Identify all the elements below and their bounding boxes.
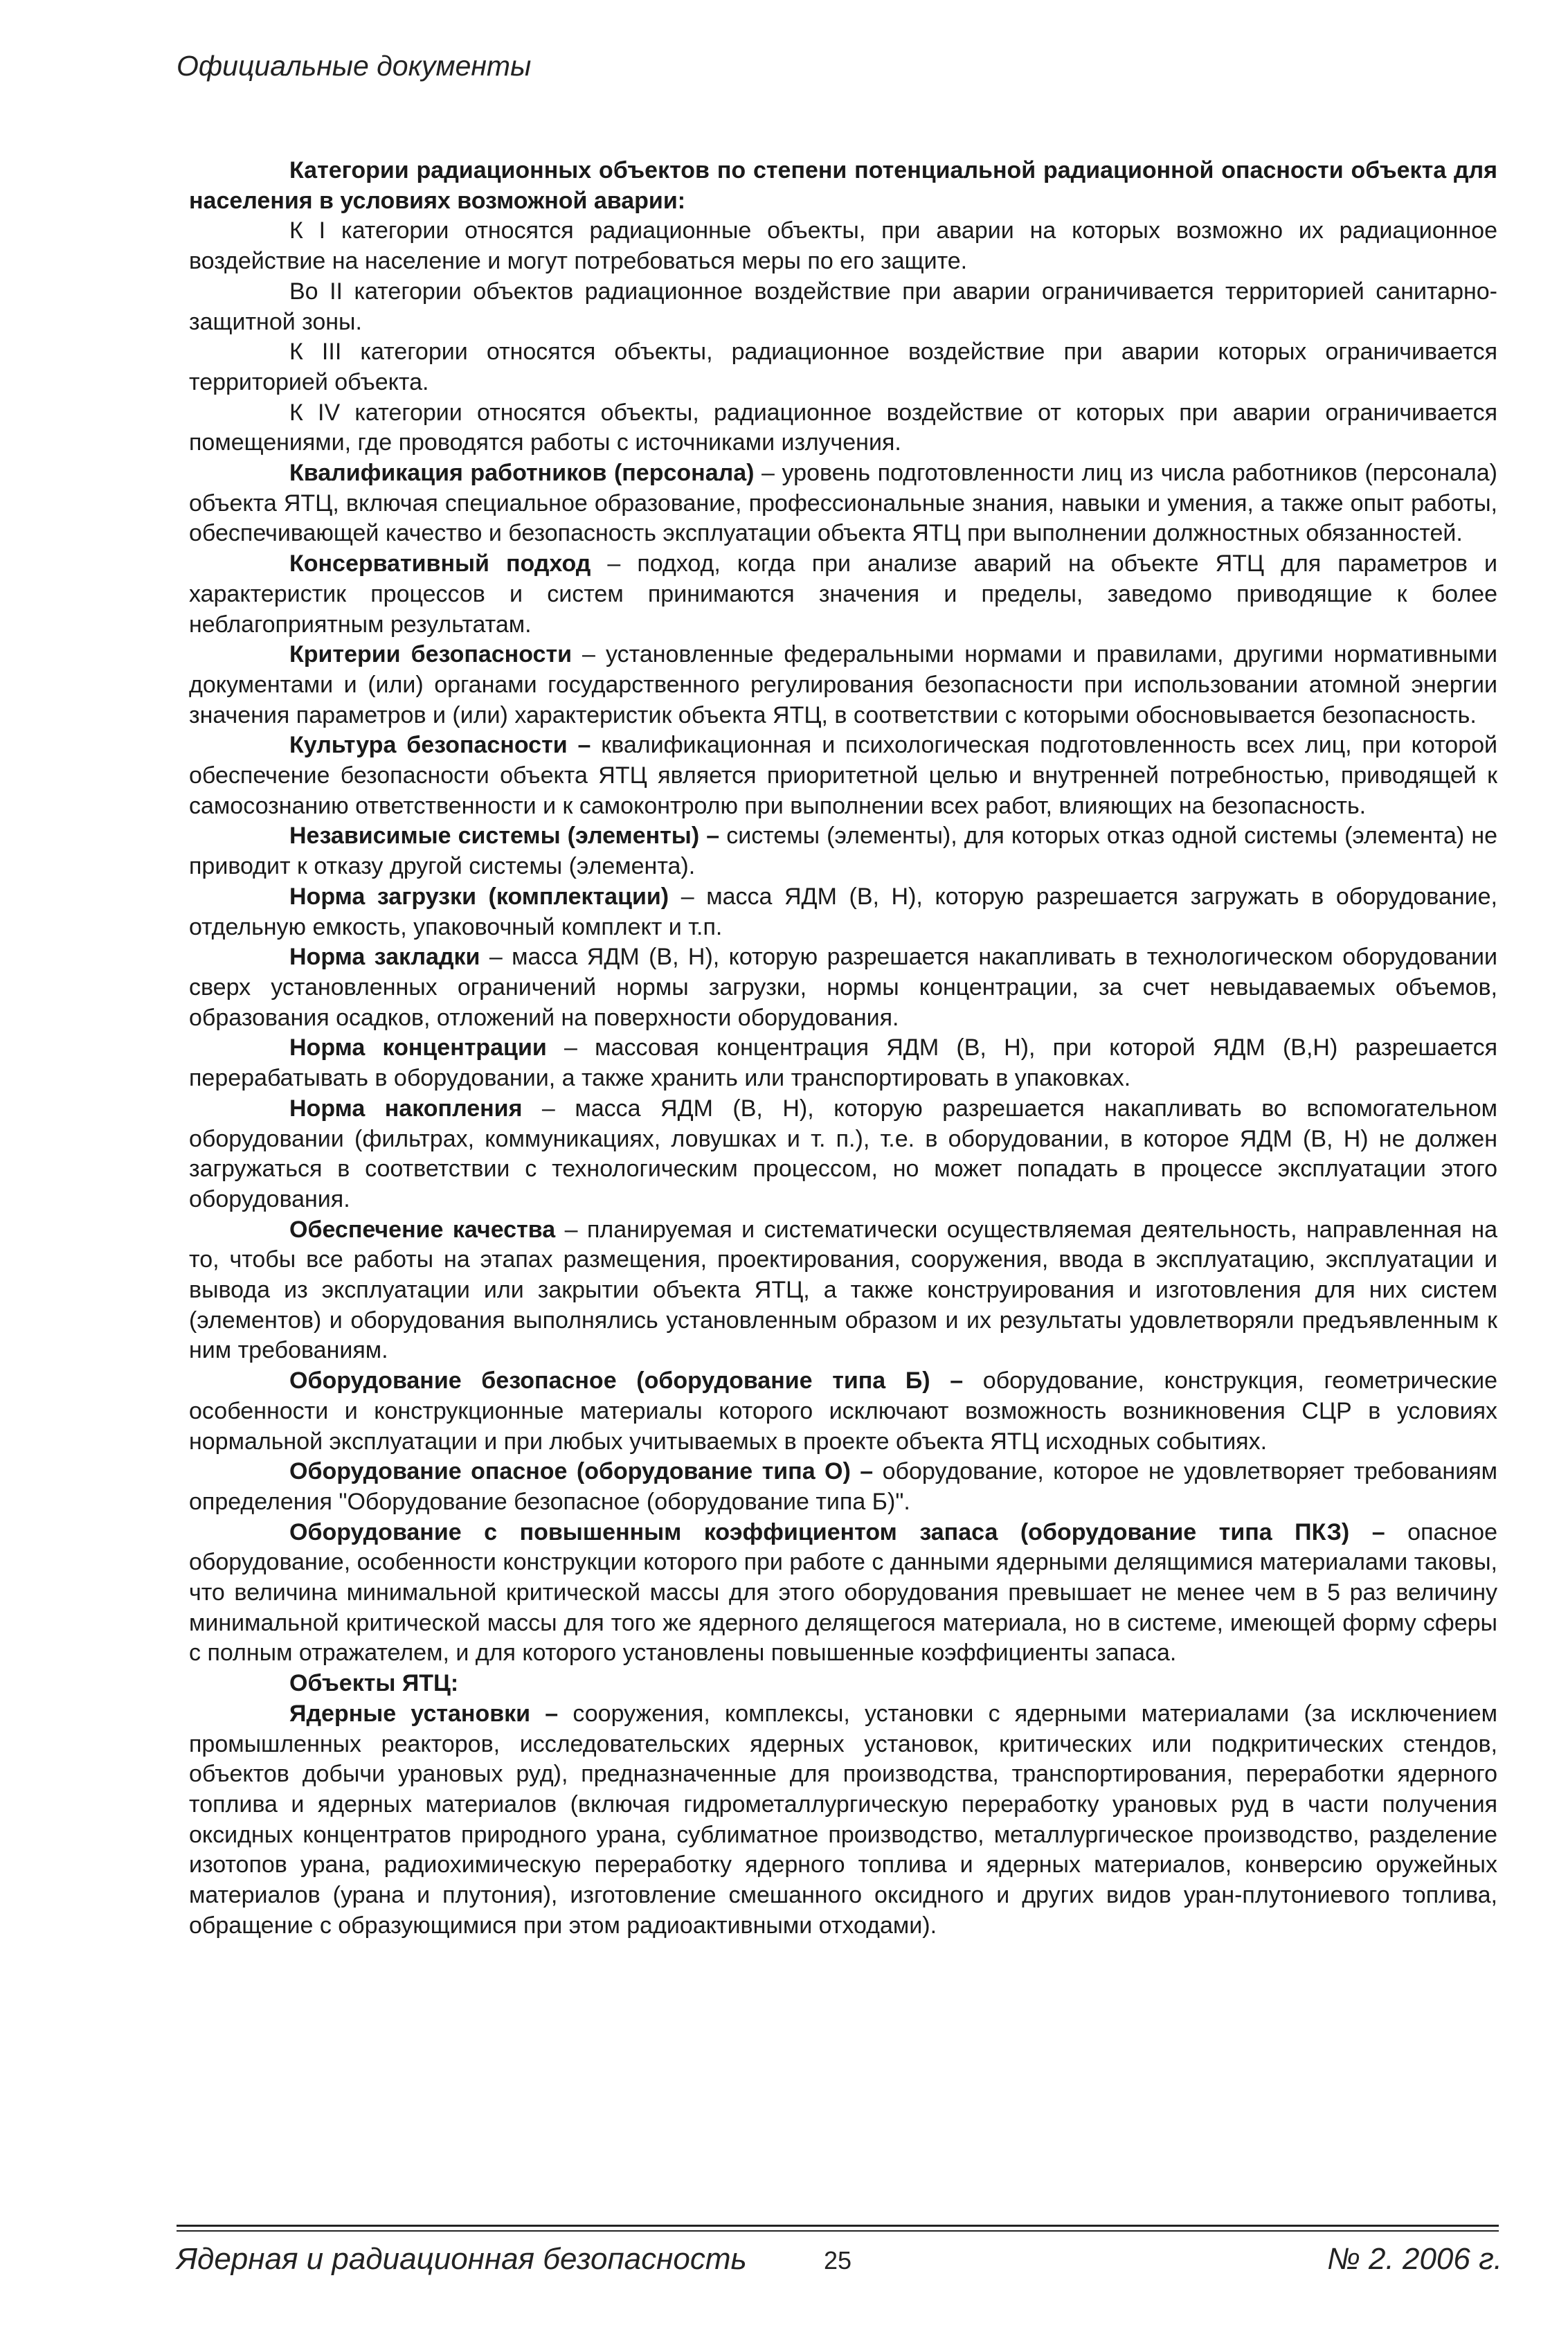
definition-term: Квалификация работников (персонала) <box>289 460 755 487</box>
definition-paragraph <box>189 882 1497 942</box>
definition-text: – установленные федеральными нормами и правилами, другими нормативными документами и (или) органами государственного регулирования безопасности при использовании атомной энергии значения параметров и (или) характеристик объекта ЯТЦ, в соответствии с которыми обосновывается безопасность. <box>189 641 1498 728</box>
definition-paragraph <box>189 942 1497 1033</box>
definition-term: Критерии безопасности <box>289 641 573 668</box>
definition-paragraph <box>189 821 1497 881</box>
definition-text: – масса ЯДМ (В, Н), которую разрешается накапливать в технологическом оборудовании сверх установленных ограничений нормы загрузки, нормы концентрации, за счет невыдаваемых объемов, образования осадков, отложений на поверхности оборудования. <box>189 944 1497 1031</box>
definition-text: системы (элементы), для которых отказ одной системы (элемента) не приводит к отказу другой системы (элемента). <box>189 823 1497 880</box>
definition-term: Независимые системы (элементы) – <box>289 823 720 850</box>
definition-paragraph <box>189 1366 1497 1457</box>
page-number: 25 <box>824 2246 852 2275</box>
definition-paragraph <box>189 549 1497 640</box>
section-heading: Объекты ЯТЦ: <box>289 1670 459 1697</box>
definition-text: – массовая концентрация ЯДМ (В, Н), при которой ЯДМ (В,Н) разрешается перерабатывать в оборудовании, а также хранить или транспортировать в упаковках. <box>189 1034 1497 1092</box>
definition-term: Культура безопасности – <box>289 732 591 759</box>
definition-term: Оборудование с повышенным коэффициентом запаса (оборудование типа ПКЗ) – <box>289 1518 1385 1545</box>
footer-journal-title: Ядерная и радиационная безопасность <box>177 2242 747 2276</box>
definition-term: Норма накопления <box>289 1095 523 1122</box>
paragraph: К IV категории относятся объекты, радиационное воздействие от которых при аварии ограничивается помещениями, где проводятся работы с источниками излучения. <box>189 399 1497 456</box>
definition-term: Норма концентрации <box>289 1034 547 1061</box>
definition-text: опасное оборудование, особенности конструкции которого при работе с данными ядерными делящимися материалами таковы, что величина минимальной критической массы для этого оборудования превышает не менее чем в 5 раз величину минимальной критической массы для того же ядерного делящегося материала, но в системе, имеющей форму сферы с полным отражателем, и для которого установлены повышенные коэффициенты запаса. <box>189 1518 1497 1667</box>
definition-paragraph <box>189 730 1497 821</box>
document-body <box>189 156 1497 1941</box>
paragraph: К I категории относятся радиационные объекты, при аварии на которых возможно их радиационное воздействие на население и могут потребоваться меры по его защите. <box>189 217 1497 275</box>
definition-paragraph <box>189 1699 1497 1941</box>
definition-paragraph <box>189 1215 1497 1367</box>
definition-text: – подход, когда при анализе аварий на объекте ЯТЦ для параметров и характеристик процессов и систем принимаются значения и пределы, заведомо приводящие к более неблагоприятным результатам. <box>189 550 1497 638</box>
definition-paragraph <box>189 1518 1497 1669</box>
definition-paragraph <box>189 1094 1497 1215</box>
definition-text: оборудование, которое не удовлетворяет требованиям определения "Оборудование безопасное (оборудование типа Б)". <box>189 1458 1497 1515</box>
definition-term: Ядерные установки – <box>289 1700 559 1727</box>
definition-text: – планируемая и систематически осуществляемая деятельность, направленная на то, чтобы все работы на этапах размещения, проектирования, сооружения, ввода в эксплуатацию, эксплуатации и вывода из эксплуатации или закрытии объекта ЯТЦ, а также конструирования и изготовления для них систем (элементов) и оборудования выполнялись установленным образом и их результаты удовлетворяли предъявленным к ним требованиям. <box>189 1216 1497 1364</box>
definition-term: Оборудование опасное (оборудование типа О) – <box>289 1458 874 1485</box>
definition-term: Норма загрузки (комплектации) <box>289 883 669 910</box>
categories-heading: Категории радиационных объектов по степени потенциальной радиационной опасности объекта для населения в условиях возможной аварии: <box>189 157 1497 214</box>
definition-term: Норма закладки <box>289 944 480 971</box>
footer-rule <box>177 2225 1499 2227</box>
footer-rule <box>177 2230 1499 2232</box>
footer-issue: № 2. 2006 г. <box>1327 2242 1502 2276</box>
definition-paragraph <box>189 640 1497 730</box>
definition-paragraph <box>189 1033 1497 1093</box>
definition-text: – уровень подготовленности лиц из числа работников (персонала) объекта ЯТЦ, включая специальное образование, профессиональные знания, навыки и умения, а также опыт работы, обеспечивающей качество и безопасность эксплуатации объекта ЯТЦ при выполнении должностных обязанностей. <box>189 460 1497 547</box>
definition-text: сооружения, комплексы, установки с ядерными материалами (за исключением промышленных реакторов, исследовательских ядерных установок, критических или подкритических стендов, объектов добычи урановых руд), предназначенные для производства, транспортирования, переработки ядерного топлива и ядерных материалов (включая гидрометаллургическую переработку урановых руд в части получения оксидных концентратов природного урана, сублиматное производство, металлургическое производство, разделение изотопов урана, радиохимическую переработку ядерного топлива и ядерных материалов, конверсию оружейных материалов (урана и плутония), изготовление смешанного оксидного и других видов уран-плутониевого топлива, обращение с образующимися при этом радиоактивными отходами). <box>189 1700 1497 1939</box>
definition-term: Оборудование безопасное (оборудование типа Б) – <box>289 1367 964 1394</box>
paragraph: К III категории относятся объекты, радиационное воздействие при аварии которых ограничивается территорией объекта. <box>189 339 1497 395</box>
definition-paragraph <box>189 458 1497 549</box>
definition-paragraph <box>189 1457 1497 1517</box>
definition-text: – масса ЯДМ (В, Н), которую разрешается загружать в оборудование, отдельную емкость, упаковочный комплект и т.п. <box>189 883 1497 940</box>
running-header: Официальные документы <box>177 50 532 82</box>
definition-text: оборудование, конструкция, геометрические особенности и конструкционные материалы которого исключают возможность возникновения СЦР в условиях нормальной эксплуатации и при любых учитываемых в проекте объекта ЯТЦ исходных событиях. <box>189 1367 1497 1455</box>
definition-text: – масса ЯДМ (В, Н), которую разрешается накапливать во вспомогательном оборудовании (фильтрах, коммуникациях, ловушках и т. п.), т.е. в оборудовании, в которое ЯДМ (В, Н) не должен загружаться в соответствии с технологическим процессом, но может попадать в процессе эксплуатации этого оборудования. <box>189 1095 1498 1212</box>
definition-term: Консервативный подход <box>289 550 591 577</box>
definition-text: квалификационная и психологическая подготовленность всех лиц, при которой обеспечение безопасности объекта ЯТЦ является приоритетной целью и внутренней потребностью, приводящей к самосознанию ответственности и к самоконтролю при выполнении всех работ, влияющих на безопасность. <box>189 732 1498 819</box>
definition-term: Обеспечение качества <box>289 1216 556 1243</box>
paragraph: Во II категории объектов радиационное воздействие при аварии ограничивается территорией санитарно-защитной зоны. <box>189 278 1497 335</box>
